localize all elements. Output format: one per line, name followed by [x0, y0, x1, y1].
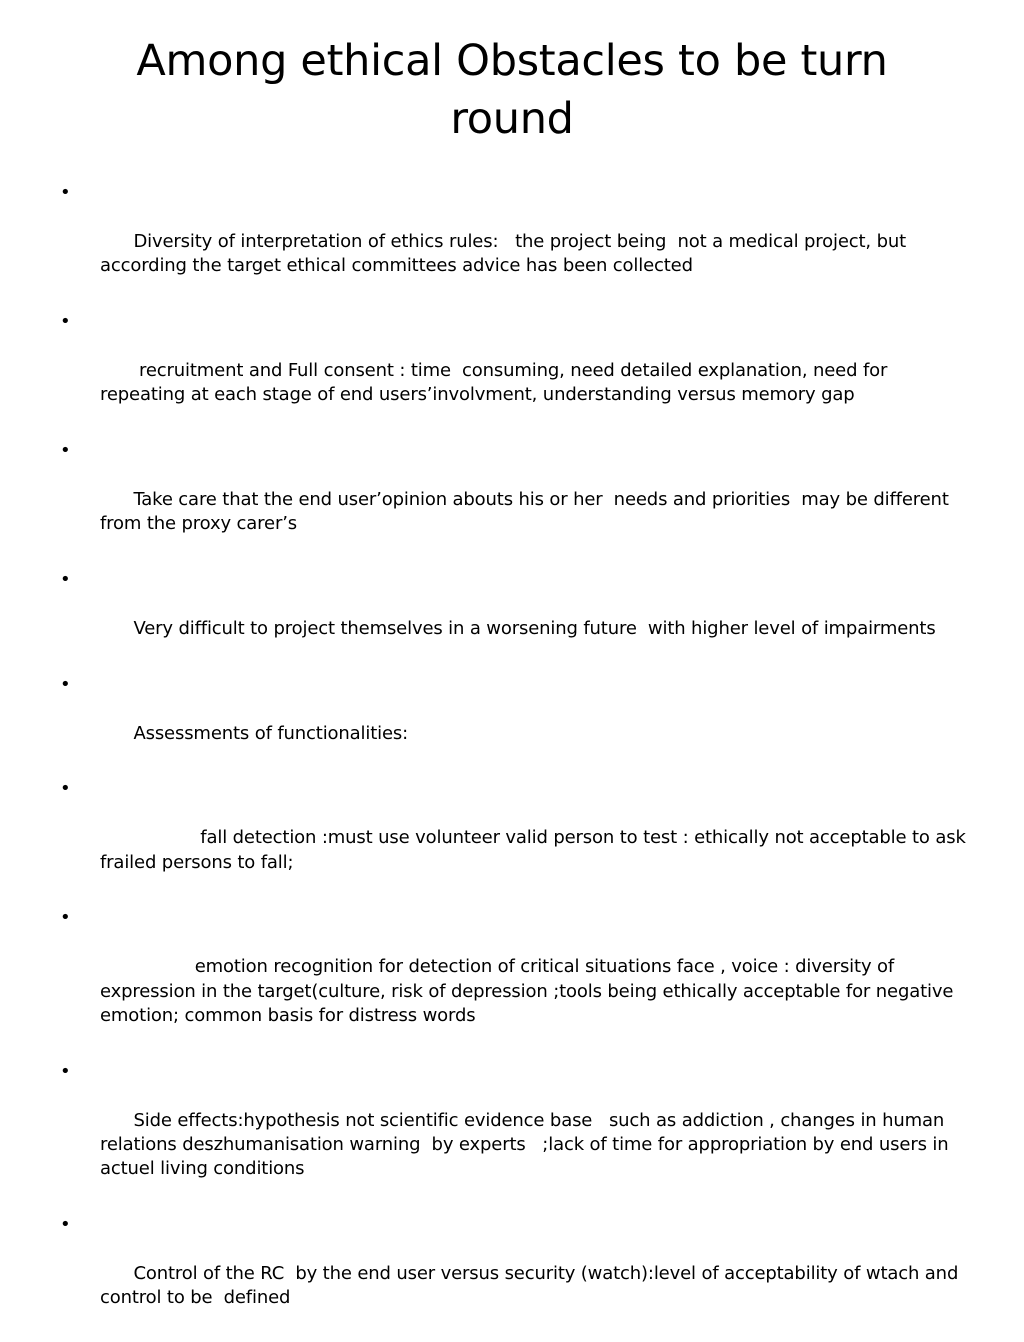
bullet-text: Very difficult to project themselves in a worsening future with higher level of impairments — [133, 617, 936, 639]
bullet-text: Side effects:hypothesis not scientific evidence base such as addiction , changes in human relations deszhumanisation warning by experts ;lack of time for appropriation by end users in actuel living conditions — [100, 1109, 955, 1180]
list-item — [60, 1213, 970, 1335]
bullet-list — [60, 181, 970, 1342]
list-item — [60, 568, 970, 666]
list-item — [60, 1060, 970, 1206]
bullet-icon: • — [60, 1214, 71, 1236]
list-item — [60, 310, 970, 432]
bullet-text: emotion recognition for detection of critical situations face , voice : diversity of expression in the target(culture, risk of depression ;tools being ethically acceptable for negative emotion; common basis for distress words — [100, 956, 959, 1026]
list-item — [60, 439, 970, 561]
bullet-text: fall detection :must use volunteer valid person to test : ethically not acceptable to ask frailed persons to fall; — [100, 827, 972, 873]
bullet-icon: • — [60, 182, 71, 203]
bullet-text: Take care that the end user’opinion abouts his or her needs and priorities may be different from the proxy carer’s — [100, 488, 960, 535]
bullet-icon: • — [60, 907, 71, 929]
bullet-icon: • — [60, 569, 71, 591]
slide-title: Among ethical Obstacles to be turn round — [136, 36, 888, 144]
list-item — [60, 906, 970, 1052]
bullet-text: Control of the RC by the end user versus security (watch):level of acceptability of wtach and control to be defined — [100, 1263, 964, 1309]
list-item — [60, 777, 970, 899]
bullet-text: recruitment and Full consent : time consuming, need detailed explanation, need for repeating at each stage of end users’involvment, understanding versus memory gap — [100, 359, 893, 406]
bullet-icon: • — [60, 1060, 71, 1082]
bullet-icon: • — [60, 311, 71, 333]
bullet-icon: • — [60, 673, 71, 695]
list-item — [60, 673, 970, 771]
bullet-icon: • — [60, 778, 71, 800]
bullet-text: Assessments of functionalities: — [133, 722, 409, 744]
bullet-icon: • — [60, 440, 71, 462]
bullet-text: Diversity of interpretation of ethics rules: the project being not a medical project, but according the target ethical committees advice has been collected — [100, 230, 912, 277]
list-item — [60, 181, 970, 303]
